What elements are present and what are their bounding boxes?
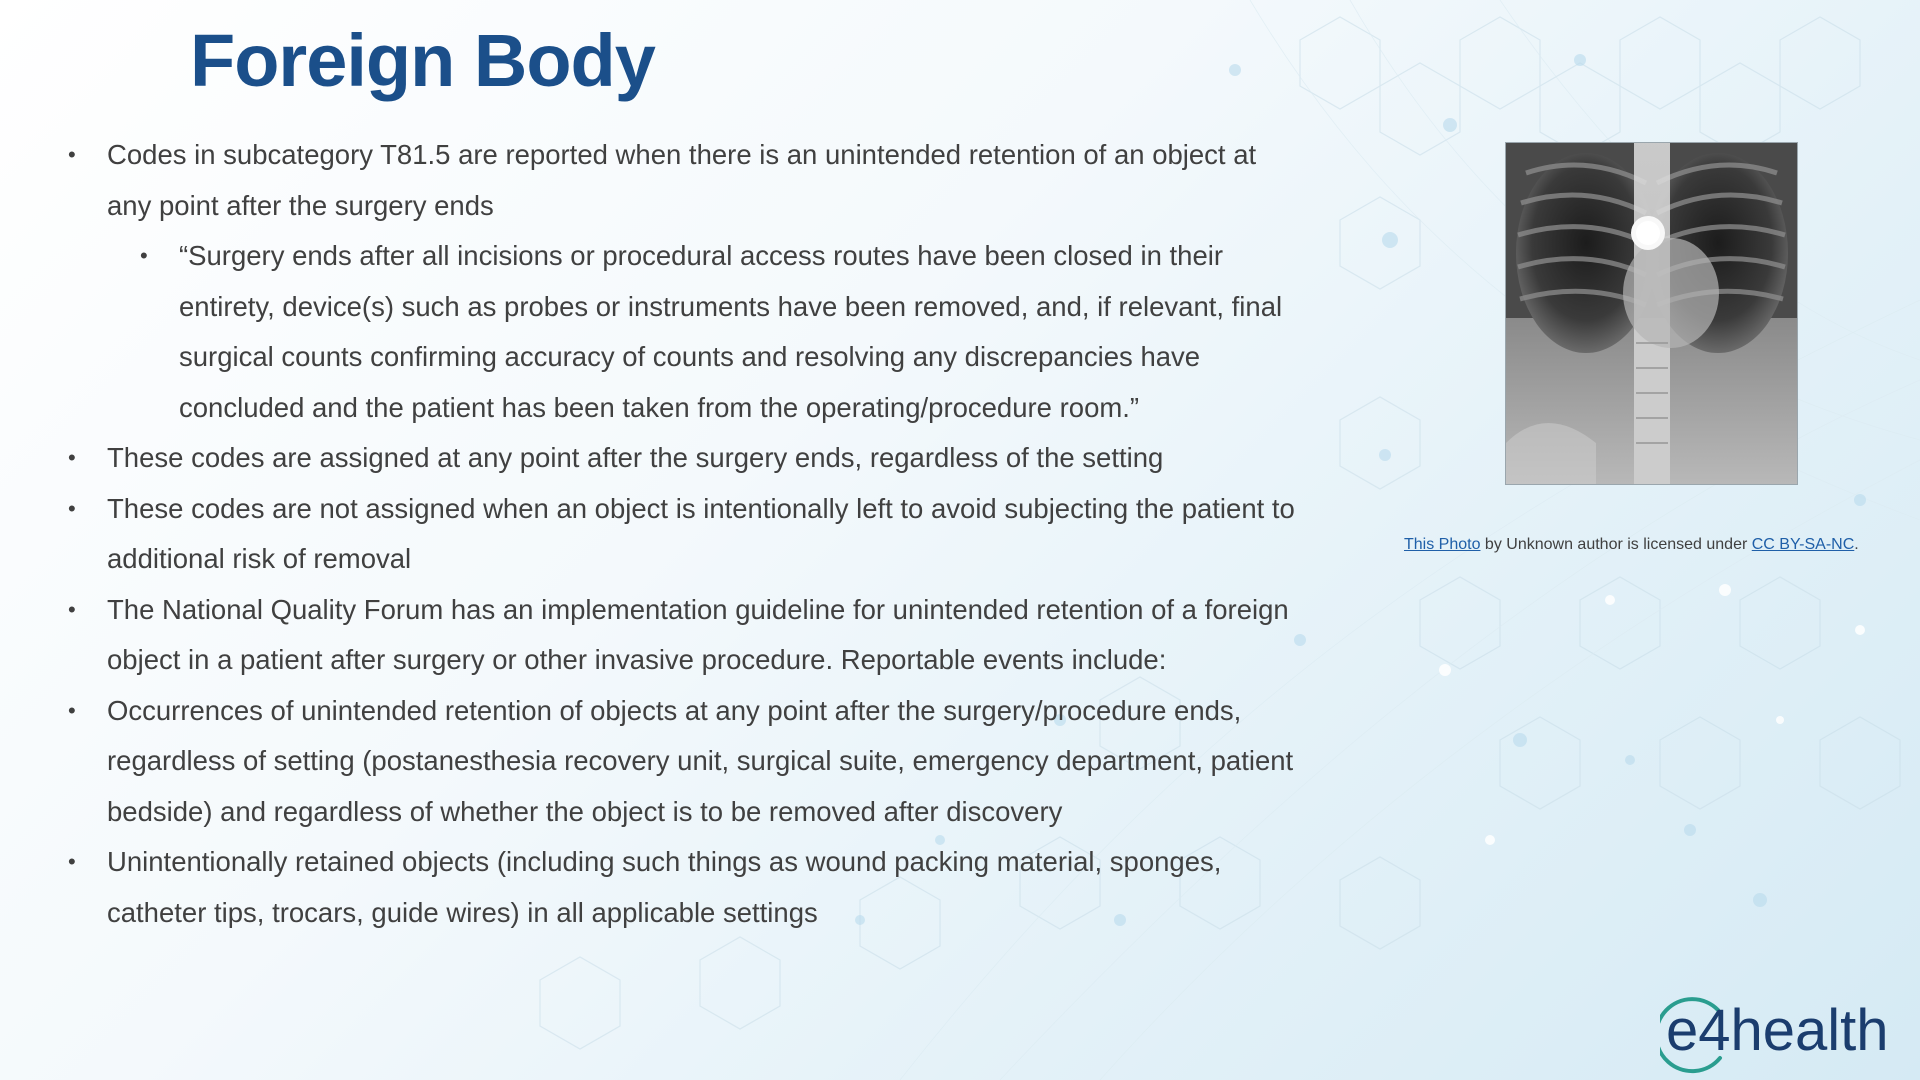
photo-credit-middle: by Unknown author is licensed under [1480,536,1752,553]
bullet-list [62,130,1307,938]
e4health-logo [1660,980,1920,1080]
bullet-item: • Codes in subcategory T81.5 are reported when there is an unintended retention of an object at any point after the surgery ends [62,130,1307,231]
photo-credit [1404,536,1859,554]
license-link[interactable]: CC BY-SA-NC [1751,536,1855,553]
chest-xray-photo [1505,142,1798,485]
bullet-item: • These codes are not assigned when an object is intentionally left to avoid subjecting the patient to additional risk of removal [62,484,1307,585]
bullet-item: • Occurrences of unintended retention of objects at any point after the surgery/procedure ends, regardless of setting (postanesthesia recovery unit, surgical suite, emergency department, patient bedside) and regardless of whether the object is to be removed after discovery [62,686,1307,838]
sub-bullet-item: • “Surgery ends after all incisions or procedural access routes have been closed in their entirety, device(s) such as probes or instruments have been removed, and, if relevant, final surgical counts confirming accuracy of counts and resolving any discrepancies have concluded and the patient has been taken from the operating/procedure room.” [134,231,1307,433]
logo-text: e4health [1666,998,1889,1063]
xray-image [1506,143,1797,484]
photo-link[interactable]: This Photo [1404,536,1481,553]
photo-credit-end: . [1854,536,1859,553]
slide-title: Foreign Body [190,19,655,102]
bullet-item: • Unintentionally retained objects (including such things as wound packing material, sponges, catheter tips, trocars, guide wires) in all applicable settings [62,837,1307,938]
bullet-item: • The National Quality Forum has an implementation guideline for unintended retention of a foreign object in a patient after surgery or other invasive procedure. Reportable events include: [62,585,1307,686]
bullet-item: • These codes are assigned at any point after the surgery ends, regardless of the setting [62,433,1307,484]
